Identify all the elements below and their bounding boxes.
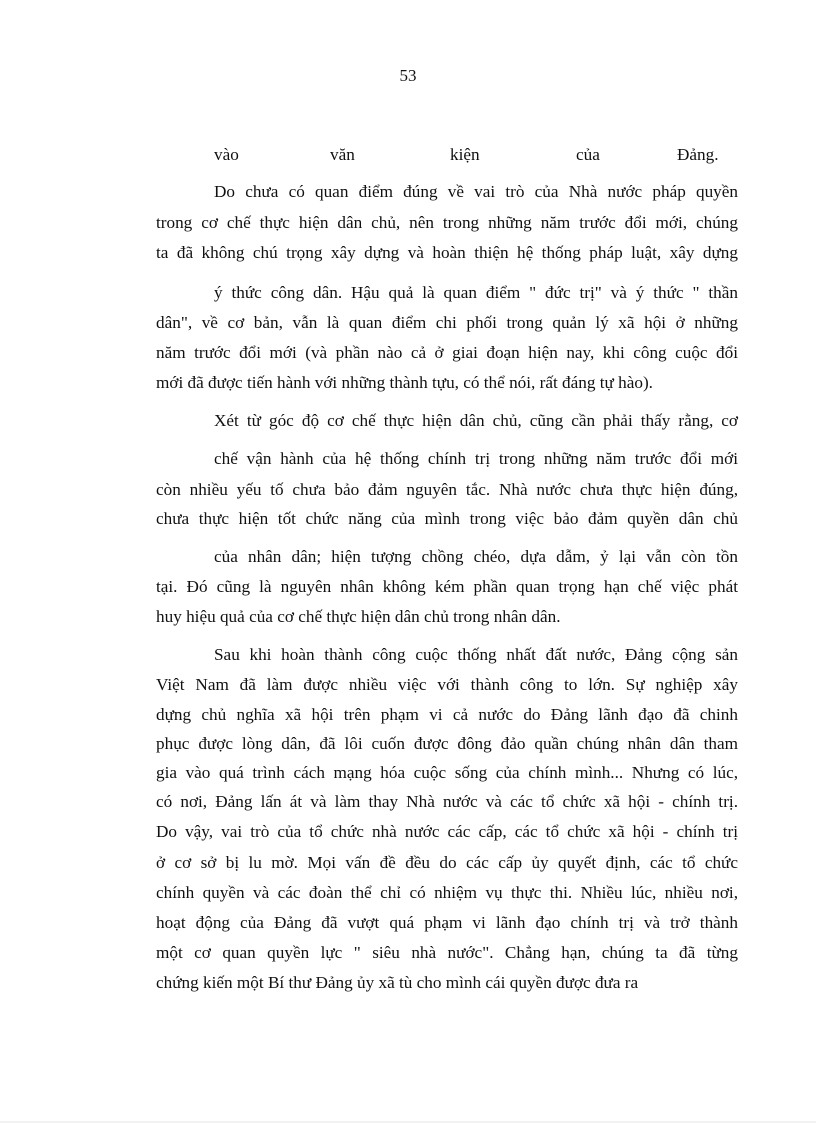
first-line-word: của: [576, 145, 600, 164]
text-line: năm trước đổi mới (và phần nào cả ở giai đoạn hiện nay, khi công cuộc đổi: [156, 343, 738, 362]
text-line: trong cơ chế thực hiện dân chủ, nên trong những năm trước đổi mới, chúng: [156, 213, 738, 232]
text-line: hoạt động của Đảng đã vượt quá phạm vi lãnh đạo chính trị và trở thành: [156, 913, 738, 932]
first-line-word: kiện: [450, 145, 480, 164]
text-line: phục được lòng dân, đã lôi cuốn được đông đảo quần chúng nhân dân tham: [156, 734, 738, 753]
text-line: dựng chủ nghĩa xã hội trên phạm vi cả nước do Đảng lãnh đạo đã chinh: [156, 705, 738, 724]
text-line: tại. Đó cũng là nguyên nhân không kém phần quan trọng hạn chế việc phát: [156, 577, 738, 596]
text-line: Do vậy, vai trò của tổ chức nhà nước các cấp, các tổ chức xã hội - chính trị: [156, 822, 738, 841]
first-line-word: vào: [214, 145, 239, 164]
text-line: huy hiệu quả của cơ chế thực hiện dân chủ trong nhân dân.: [156, 607, 561, 626]
text-line: gia vào quá trình cách mạng hóa cuộc sống của chính mình... Nhưng có lúc,: [156, 763, 738, 782]
text-line: chính quyền và các đoàn thể chỉ có nhiệm vụ thực thi. Nhiều lúc, nhiều nơi,: [156, 883, 738, 902]
first-line-word: Đảng.: [677, 145, 719, 164]
page-number: 53: [399, 66, 417, 85]
text-line: chế vận hành của hệ thống chính trị trong những năm trước đổi mới: [214, 449, 738, 468]
text-line: ý thức công dân. Hậu quả là quan điểm " đức trị" và ý thức " thần: [214, 283, 738, 302]
text-line: Do chưa có quan điểm đúng về vai trò của Nhà nước pháp quyền: [214, 182, 738, 201]
text-line: còn nhiều yếu tố chưa bảo đảm nguyên tắc. Nhà nước chưa thực hiện đúng,: [156, 480, 738, 499]
text-line: chứng kiến một Bí thư Đảng ủy xã tù cho mình cái quyền được đưa ra: [156, 973, 639, 992]
first-line-word: văn: [330, 145, 355, 164]
text-line: Xét từ góc độ cơ chế thực hiện dân chủ, cũng cần phải thấy rằng, cơ: [214, 411, 738, 430]
text-line: Sau khi hoàn thành công cuộc thống nhất đất nước, Đảng cộng sản: [214, 645, 738, 664]
text-line: ta đã không chú trọng xây dựng và hoàn thiện hệ thống pháp luật, xây dựng: [156, 243, 738, 262]
text-line: ở cơ sở bị lu mờ. Mọi vấn đề đều do các cấp ủy quyết định, các tổ chức: [156, 853, 738, 872]
text-line: có nơi, Đảng lấn át và làm thay Nhà nước và các tổ chức xã hội - chính trị.: [156, 792, 738, 811]
text-line: Việt Nam đã làm được nhiều việc với thành công to lớn. Sự nghiệp xây: [156, 675, 738, 694]
text-line: mới đã được tiến hành với những thành tựu, có thể nói, rất đáng tự hào).: [156, 373, 653, 392]
text-line: chưa thực hiện tốt chức năng của mình trong việc bảo đảm quyền dân chủ: [156, 509, 738, 528]
text-line: dân", về cơ bản, vẫn là quan điểm chi phối trong quản lý xã hội ở những: [156, 313, 738, 332]
text-line: một cơ quan quyền lực " siêu nhà nước". Chẳng hạn, chúng ta đã từng: [156, 943, 738, 962]
text-line: của nhân dân; hiện tượng chồng chéo, dựa dẫm, ỷ lại vẫn còn tồn: [214, 547, 738, 566]
